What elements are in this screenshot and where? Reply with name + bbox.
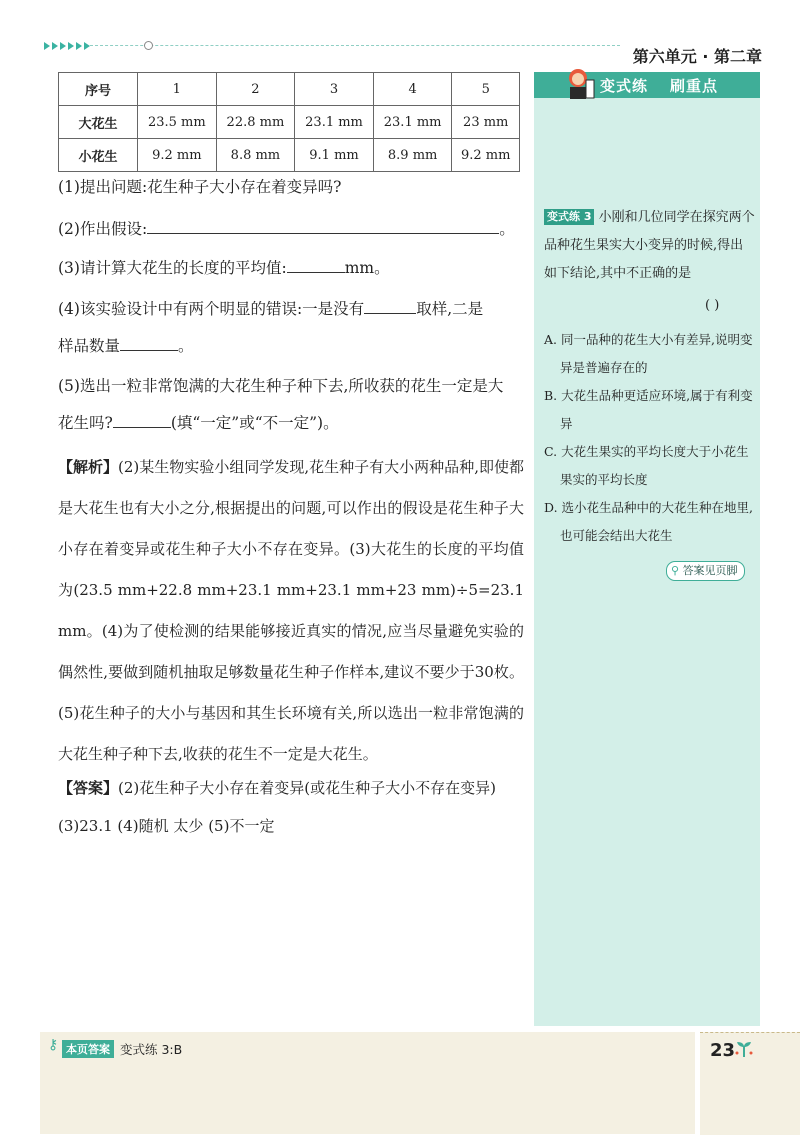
- answer-blank[interactable]: [120, 334, 178, 351]
- mascot-icon: [562, 66, 598, 100]
- question-4-line2-prefix: 样品数量: [58, 337, 121, 355]
- table-header-row: [59, 73, 520, 106]
- table-header-cell: 3: [295, 73, 374, 106]
- row-label: 小花生: [59, 139, 138, 172]
- question-4-line-2: [58, 334, 528, 357]
- table-cell: 9.2 mm: [452, 139, 520, 172]
- table-header-cell: 2: [216, 73, 295, 106]
- question-5-line-2: [58, 411, 528, 434]
- header-ring-icon: [144, 41, 153, 50]
- table-cell: 23.5 mm: [138, 106, 217, 139]
- question-2-suffix: 。: [499, 220, 515, 238]
- sprout-icon: [734, 1038, 754, 1058]
- table-cell: 8.9 mm: [373, 139, 452, 172]
- sidebar-title-a: 变式练: [600, 77, 649, 95]
- table-cell: 23.1 mm: [295, 106, 374, 139]
- option-d: D. 选小花生品种中的大花生种在地里,也可能会结出大花生: [544, 500, 753, 543]
- header-divider: [90, 45, 620, 46]
- answer-line-2: (3)23.1 (4)随机 太少 (5)不一定: [58, 817, 275, 835]
- option-a: A. 同一品种的花生大小有差异,说明变异是普遍存在的: [544, 332, 753, 375]
- table-cell: 8.8 mm: [216, 139, 295, 172]
- table-cell: 23.1 mm: [373, 106, 452, 139]
- table-cell: 22.8 mm: [216, 106, 295, 139]
- question-4: [58, 297, 528, 320]
- answer-line-1: (2)花生种子大小存在着变异(或花生种子大小不存在变异): [118, 779, 496, 797]
- question-2: [58, 217, 528, 240]
- row-label: 大花生: [59, 106, 138, 139]
- page-answer-text: 变式练 3:B: [120, 1042, 183, 1057]
- answer-hint-pill[interactable]: [666, 561, 745, 581]
- header-arrows: [44, 42, 91, 50]
- answer-blank[interactable]: [147, 217, 499, 234]
- question-4-mid: 取样,二是: [416, 300, 484, 318]
- table-row: [59, 139, 520, 172]
- answer-blank[interactable]: [364, 297, 416, 314]
- question-3-suffix: mm。: [344, 259, 390, 277]
- question-5: (5)选出一粒非常饱满的大花生种子种下去,所收获的花生一定是大: [58, 377, 504, 395]
- question-3: [58, 256, 528, 279]
- sidebar-question-text: 小刚和几位同学在探究两个品种花生果实大小变异的时候,得出如下结论,其中不正确的是: [544, 210, 755, 281]
- question-5-line2-prefix: 花生吗?: [58, 414, 113, 432]
- table-header-cell: 5: [452, 73, 520, 106]
- analysis-text: (2)某生物实验小组同学发现,花生种子有大小两种品种,即使都是大花生也有大小之分,根据提出的问题,可以作出的假设是花生种子大小存在着变异或花生种子大小不存在变异。(3)大花生的长度的平均值为(23.5 mm+22.8 mm+23.1 mm+23.1 mm+23 mm)÷5=23.1 mm。(4)为了使检测的结果能够接近真实的情况,应当尽量避免实验的偶然性,要做到随机抽取足够数量花生种子作样本,建议不要少于30枚。(5)花生种子的大小与基因和其生长环境有关,所以选出一粒非常饱满的大花生种子种下去,收获的花生不一定是大花生。: [58, 458, 524, 763]
- sidebar-question: [544, 204, 756, 288]
- sidebar-title-b: 刷重点: [670, 77, 719, 95]
- answer-blank[interactable]: [113, 411, 171, 428]
- key-icon: ⚷: [48, 1037, 59, 1053]
- answer-hint-text: 答案见页脚: [682, 564, 738, 577]
- page-answer-label: 本页答案: [62, 1040, 114, 1058]
- table-cell: 9.1 mm: [295, 139, 374, 172]
- question-4-line2-suffix: 。: [178, 337, 194, 355]
- table-row: [59, 106, 520, 139]
- question-4-prefix: (4)该实验设计中有两个明显的错误:一是没有: [58, 300, 365, 318]
- page-number: 23: [710, 1040, 736, 1061]
- answer-blank[interactable]: [287, 256, 345, 273]
- peanut-measurement-table: [58, 72, 520, 172]
- table-header-cell: 4: [373, 73, 452, 106]
- analysis-tag: 【解析】: [58, 458, 119, 476]
- option-c: C. 大花生果实的平均长度大于小花生果实的平均长度: [544, 444, 749, 487]
- chapter-title: 第六单元 · 第二章: [632, 47, 762, 66]
- table-header-cell: 序号: [59, 73, 138, 106]
- key-icon: ⚲: [671, 564, 680, 577]
- table-cell: 9.2 mm: [138, 139, 217, 172]
- table-header-cell: 1: [138, 73, 217, 106]
- analysis-paragraph: [58, 447, 524, 775]
- question-5-line2-suffix: (填“一定”或“不一定”)。: [170, 414, 339, 432]
- table-cell: 23 mm: [452, 106, 520, 139]
- answer-tag: 【答案】: [58, 779, 119, 797]
- answer-parentheses[interactable]: ( ): [705, 298, 720, 313]
- option-b: B. 大花生品种更适应环境,属于有利变异: [544, 388, 753, 431]
- exercise-badge: 变式练 3: [544, 209, 594, 225]
- question-3-prefix: (3)请计算大花生的长度的平均值:: [58, 259, 287, 277]
- question-1: (1)提出问题:花生种子大小存在着变异吗?: [58, 178, 342, 196]
- question-2-prefix: (2)作出假设:: [58, 220, 148, 238]
- answer-paragraph: [58, 768, 524, 809]
